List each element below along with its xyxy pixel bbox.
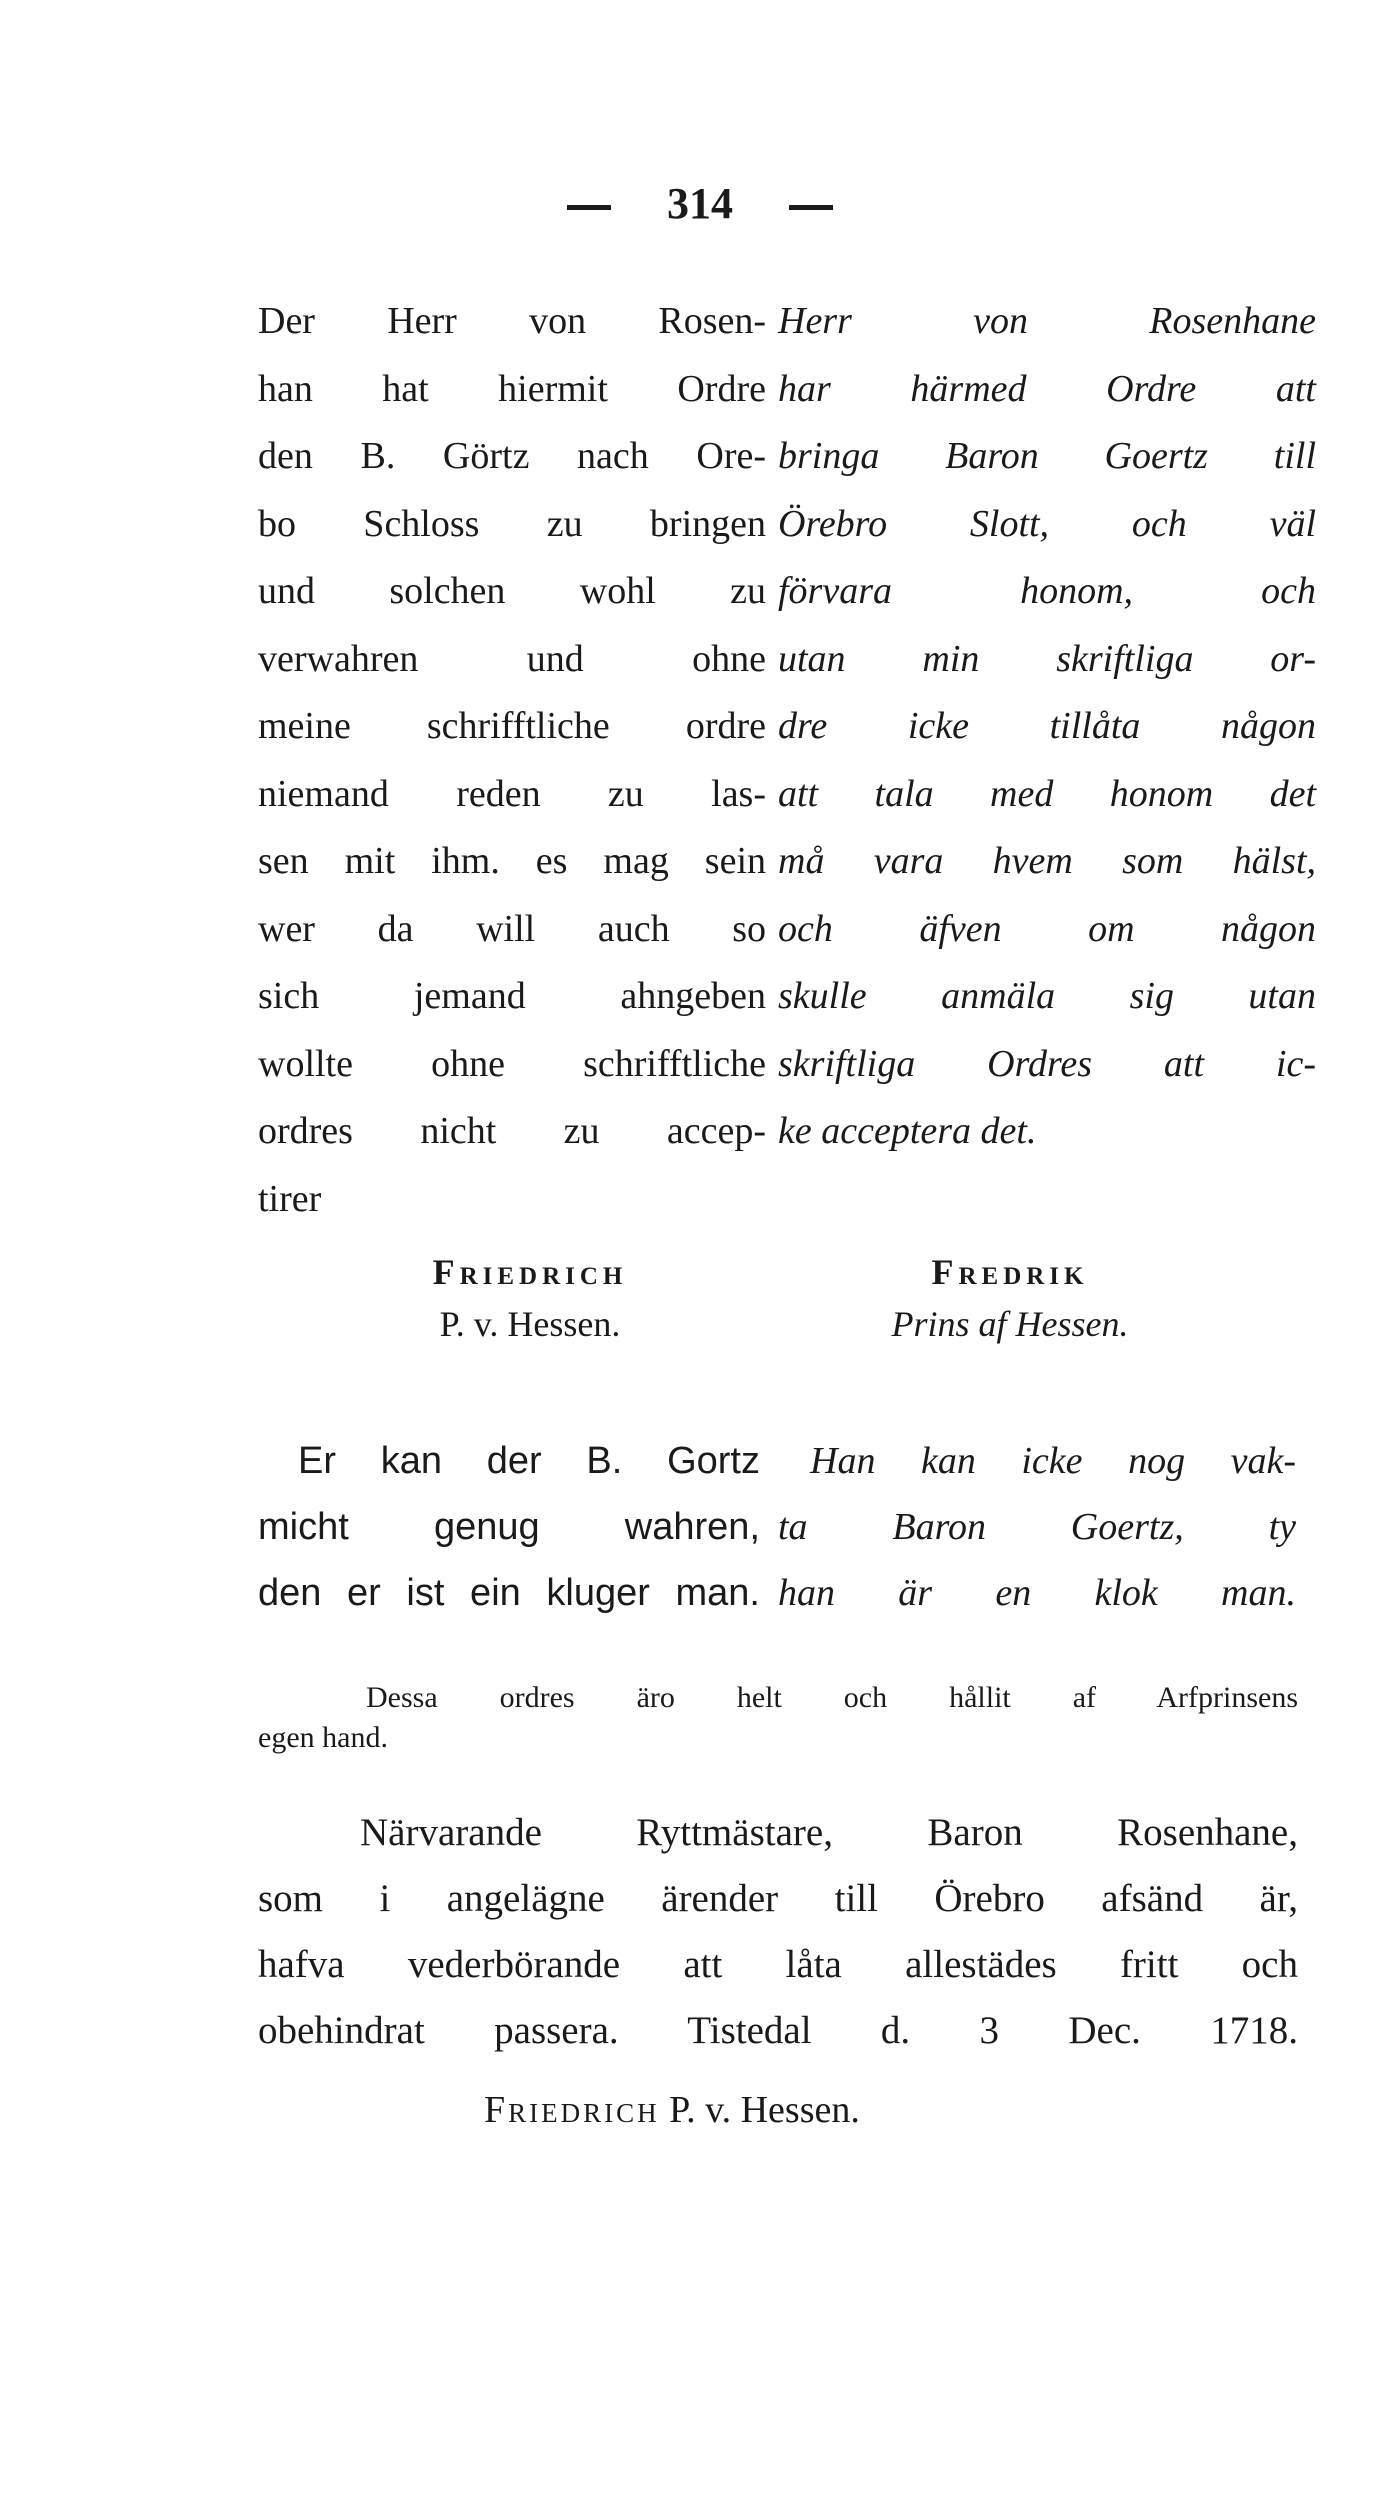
swedish-postscript-line: Han kan icke nog vak- xyxy=(810,1440,1296,1482)
german-line: bo Schloss zu bringen xyxy=(258,502,766,545)
swedish-line: och äfven om någon xyxy=(778,907,1316,950)
german-order-text xyxy=(258,288,766,1233)
german-postscript xyxy=(258,1428,760,1626)
german-line: wer da will auch so xyxy=(258,907,766,950)
german-line: tirer xyxy=(258,1177,322,1220)
note-line: egen hand. xyxy=(258,1721,388,1754)
swedish-line: har härmed Ordre att xyxy=(778,367,1316,410)
signature-swedish xyxy=(790,1246,1230,1350)
swedish-line: Herr von Rosenhane xyxy=(778,300,1316,342)
german-line: ordres nicht zu accep- xyxy=(258,1110,766,1152)
paragraph-line: hafva vederbörande att låta allestädes fritt och xyxy=(258,1943,1298,1986)
german-line: Der Herr von Rosen- xyxy=(258,300,766,342)
german-line: den B. Görtz nach Ore- xyxy=(258,435,766,477)
note-line: Dessa ordres äro helt och hållit af Arfprinsens xyxy=(366,1681,1298,1714)
swedish-line: ke acceptera det. xyxy=(778,1110,1037,1152)
editorial-note xyxy=(258,1678,1298,1758)
swedish-line: utan min skriftliga or- xyxy=(778,637,1316,680)
german-line: wollte ohne schrifftliche xyxy=(258,1042,766,1085)
signature-title: P. v. Hessen. xyxy=(439,1304,621,1344)
swedish-order-text xyxy=(778,288,1316,1166)
paragraph-line: som i angelägne ärender till Örebro afsänd är, xyxy=(258,1877,1298,1920)
swedish-postscript xyxy=(778,1428,1296,1626)
page-number: 314 xyxy=(667,179,733,228)
swedish-line: att tala med honom det xyxy=(778,772,1316,815)
german-line: und solchen wohl zu xyxy=(258,570,766,612)
swedish-line: bringa Baron Goertz till xyxy=(778,435,1316,477)
paragraph-line: Närvarande Ryttmästare, Baron Rosenhane, xyxy=(360,1811,1298,1854)
swedish-line: skulle anmäla sig utan xyxy=(778,975,1316,1017)
german-postscript-line: den er ist ein kluger man. xyxy=(258,1572,760,1614)
swedish-postscript-line: han är en klok man. xyxy=(778,1572,1296,1614)
swedish-line: dre icke tillåta någon xyxy=(778,705,1316,747)
final-signature-name: Friedrich xyxy=(484,2089,660,2131)
swedish-postscript-line: ta Baron Goertz, ty xyxy=(778,1506,1296,1548)
page-header xyxy=(0,178,1400,229)
german-line: meine schrifftliche ordre xyxy=(258,705,766,747)
german-line: verwahren und ohne xyxy=(258,637,766,680)
final-signature xyxy=(484,2084,860,2136)
signature-name: Fredrik xyxy=(931,1252,1089,1292)
swedish-line: förvara honom, och xyxy=(778,570,1316,612)
header-dash-left xyxy=(567,205,611,210)
german-postscript-line: micht genug wahren, xyxy=(258,1506,760,1548)
german-line: sich jemand ahngeben xyxy=(258,975,766,1017)
header-dash-right xyxy=(789,205,833,210)
swedish-line: må vara hvem som hälst, xyxy=(778,840,1316,882)
german-postscript-line: Er kan der B. Gortz xyxy=(298,1440,760,1482)
swedish-line: skriftliga Ordres att ic- xyxy=(778,1042,1316,1085)
german-line: niemand reden zu las- xyxy=(258,772,766,815)
signature-german xyxy=(340,1246,720,1350)
paragraph-line: obehindrat passera. Tistedal d. 3 Dec. 1718. xyxy=(258,2009,1298,2052)
german-line: sen mit ihm. es mag sein xyxy=(258,840,766,882)
swedish-line: Örebro Slott, och väl xyxy=(778,502,1316,545)
passport-paragraph xyxy=(258,1800,1298,2064)
final-signature-title: P. v. Hessen. xyxy=(669,2089,860,2131)
german-line: han hat hiermit Ordre xyxy=(258,367,766,410)
signature-name: Friedrich xyxy=(432,1252,628,1292)
signature-title: Prins af Hessen. xyxy=(891,1304,1129,1344)
